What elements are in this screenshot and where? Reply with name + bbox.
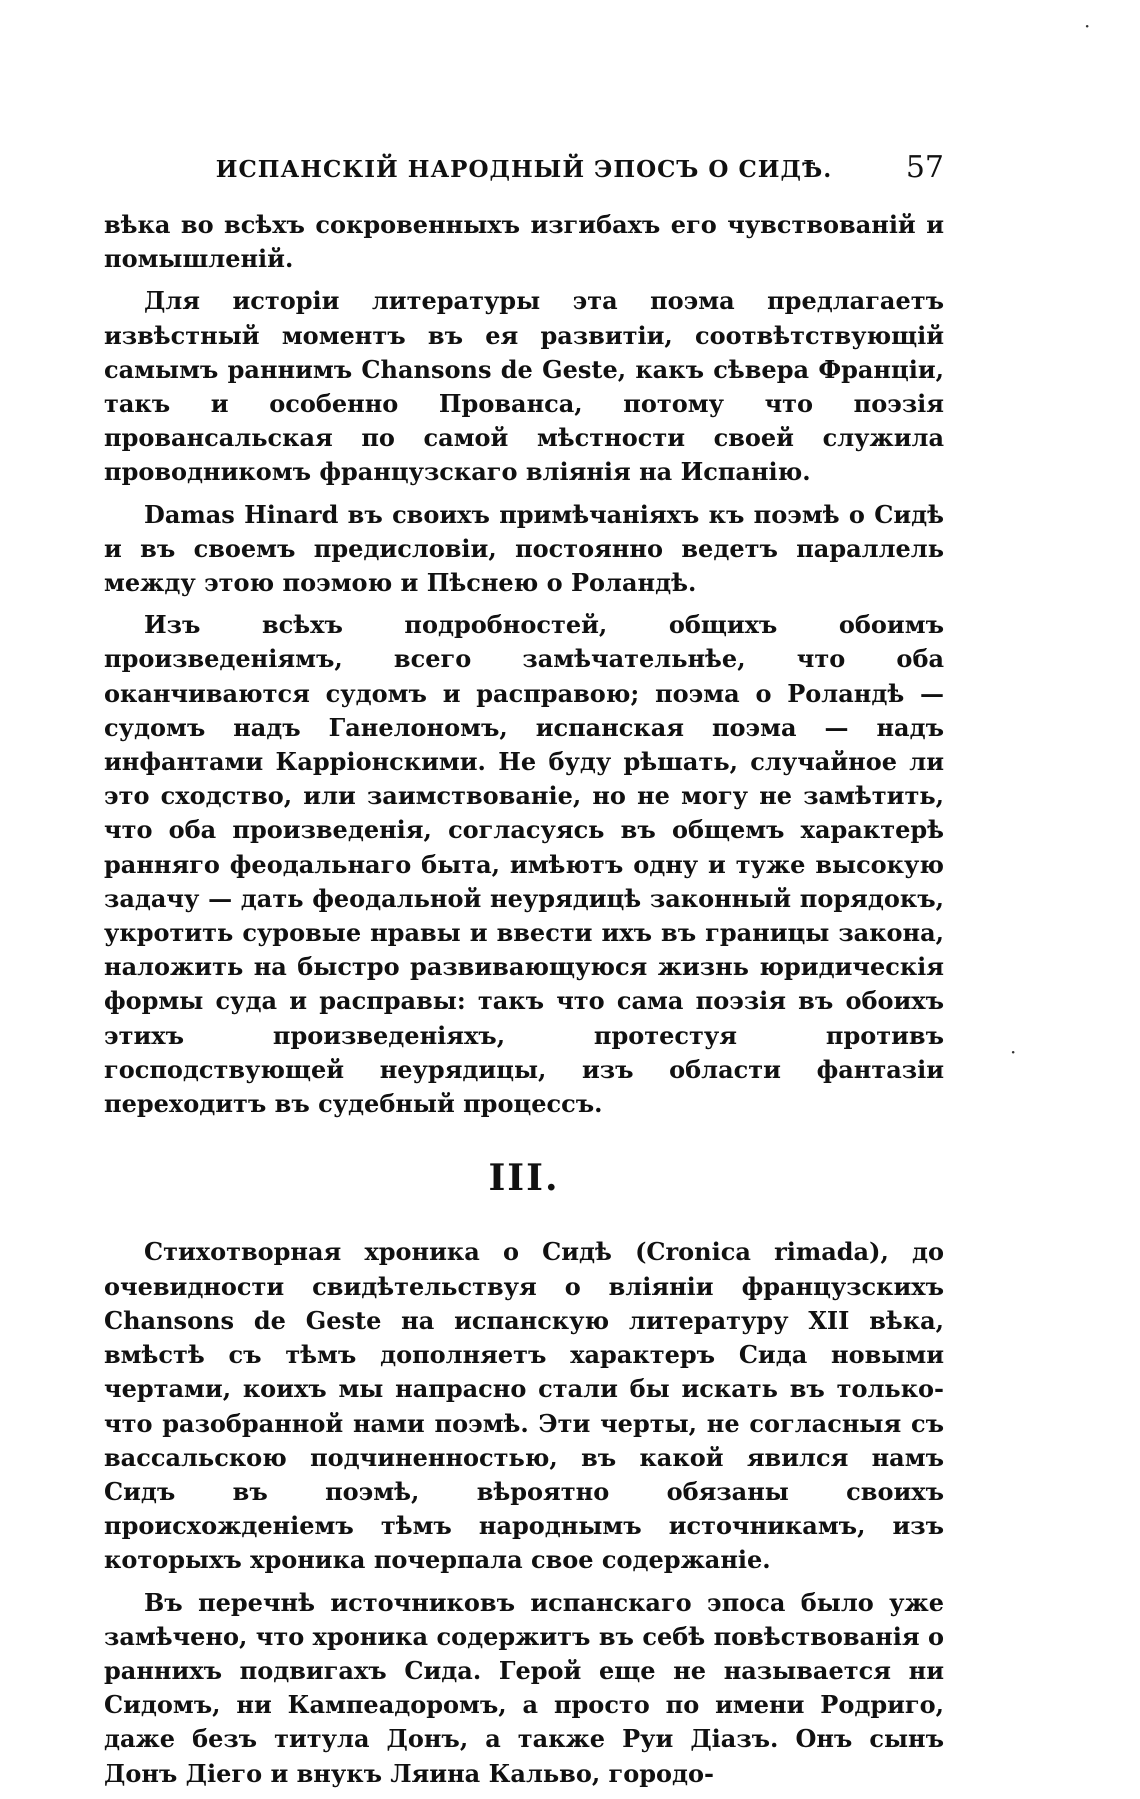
scan-speck-mark: ·: [1084, 14, 1091, 38]
page-header: [104, 150, 944, 194]
running-title: ИСПАНСКІЙ НАРОДНЫЙ ЭПОСЪ О СИДѢ.: [215, 156, 833, 183]
page-body: [104, 208, 944, 1799]
paragraph: Стихотворная хроника о Сидѣ (Cronica rimada), до очевидности свидѣтельствуя о вліяніи французскихъ Chansons de Geste на испанскую литературу XII вѣка, вмѣстѣ съ тѣмъ дополняетъ характеръ Сида новыми чертами, коихъ мы напрасно стали бы искать въ только-что разобранной нами поэмѣ. Эти черты, не согласныя съ вассальскою подчиненностью, въ какой явился намъ Сидъ въ поэмѣ, вѣроятно обязаны своихъ происхожденіемъ тѣмъ народнымъ источникамъ, изъ которыхъ хроника почерпала свое содержаніе.: [104, 1237, 944, 1575]
page-number: 57: [905, 150, 944, 185]
paragraph: Изъ всѣхъ подробностей, общихъ обоимъ произведеніямъ, всего замѣчательнѣе, что оба оканчиваются судомъ и расправою; поэма о Роландѣ — судомъ надъ Ганелономъ, испанская поэма — надъ инфантами Карріонскими. Не буду рѣшать, случайное ли это сходство, или заимствованіе, но не могу не замѣтить, что оба произведенія, согласуясь въ общемъ характерѣ ранняго феодальнаго быта, имѣютъ одну и туже высокую задачу — дать феодальной неурядицѣ законный порядокъ, укротить суровые нравы и ввести ихъ въ границы закона, наложить на быстро развивающуюся жизнь юридическія формы суда и расправы: такъ что сама поэзія въ обоихъ этихъ произведеніяхъ, протестуя противъ господствующей неурядицы, изъ области фантазіи переходитъ въ судебный процессъ.: [104, 610, 944, 1119]
paragraph: Въ перечнѣ источниковъ испанскаго эпоса было уже замѣчено, что хроника содержитъ въ себѣ повѣствованія о раннихъ подвигахъ Сида. Герой еще не называется ни Сидомъ, ни Кампеадоромъ, а просто по имени Родриго, даже безъ титула Донъ, а также Руи Діазъ. Онъ сынъ Донъ Діего и внукъ Ляина Кальво, городо-: [104, 1587, 944, 1788]
paragraph: Damas Hinard въ своихъ примѣчаніяхъ къ поэмѣ о Сидѣ и въ своемъ предисловіи, постоянно ведетъ параллель между этою поэмою и Пѣснею о Роландѣ.: [104, 499, 944, 598]
scan-speck-mark: ·: [1010, 1040, 1017, 1064]
paragraph: Для исторіи литературы эта поэма предлагаетъ извѣстный моментъ въ ея развитіи, соотвѣтствующій самымъ раннимъ Chansons de Geste, какъ сѣвера Франціи, такъ и особенно Прованса, потому что поэзія провансальская по самой мѣстности своей служила проводникомъ французскаго вліянія на Испанію.: [104, 286, 944, 487]
chapter-heading: III.: [488, 1157, 560, 1200]
paragraph: вѣка во всѣхъ сокровенныхъ изгибахъ его чувствованій и помышленій.: [104, 210, 944, 274]
